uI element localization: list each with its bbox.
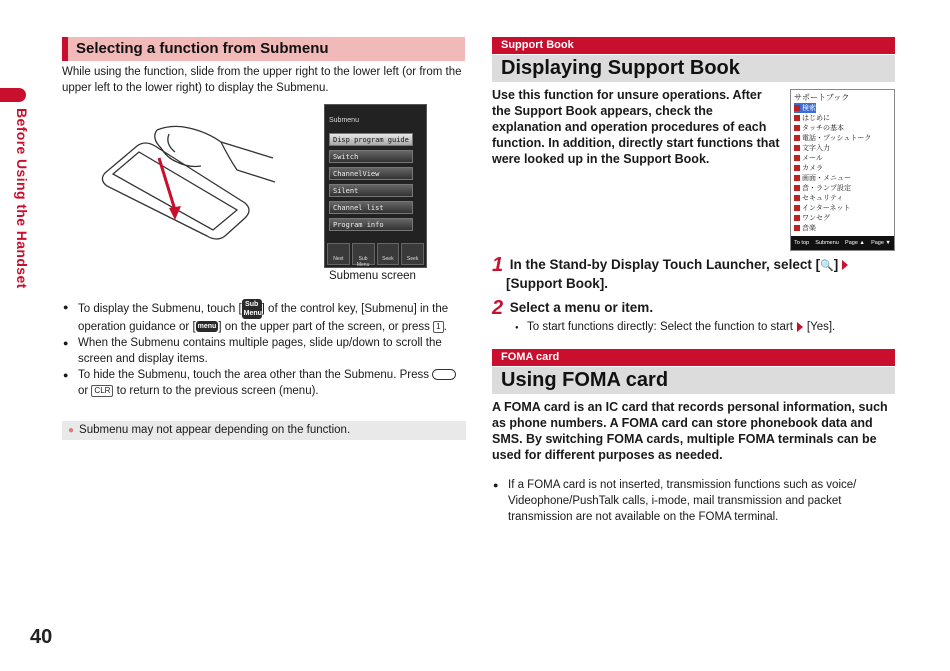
- sb-item[interactable]: 音楽: [794, 223, 816, 233]
- sb-item[interactable]: 検索: [794, 103, 816, 113]
- sb-item[interactable]: インターネット: [794, 203, 850, 213]
- step-1: 1 In the Stand-by Display Touch Launcher, select [🔍] [Support Book].: [492, 256, 892, 293]
- submenu-screenshot: [324, 104, 427, 268]
- sb-item[interactable]: メール: [794, 153, 823, 163]
- hand-swipe-illustration: [97, 118, 277, 243]
- note-box: ● Submenu may not appear depending on the function.: [62, 421, 466, 440]
- support-book-screenshot: [790, 89, 895, 251]
- sb-item[interactable]: セキュリティ: [794, 193, 843, 203]
- sb-item[interactable]: 音・ランプ設定: [794, 183, 851, 193]
- foma-body: A FOMA card is an IC card that records personal information, such as phone numbers. A FOMA card can store phonebook data and SMS. By switching FOMA cards, multiple FOMA terminals can be used for different purposes as needed.: [492, 400, 888, 462]
- sb-softkey-page-down[interactable]: Page ▼: [871, 240, 891, 246]
- support-book-screen-title: サポートブック: [794, 93, 850, 102]
- clr-key-icon: CLR: [91, 385, 113, 397]
- bullet-scroll: ● When the Submenu contains multiple pages, slide up/down to scroll the screen and display items.: [62, 335, 467, 367]
- support-book-body: Use this function for unsure operations. After the Support Book appears, check the explanation and operation procedures of each function. In addition, directly start functions that were looked up in the Support Book.: [492, 88, 780, 166]
- sb-softkey-top[interactable]: To top: [794, 240, 810, 246]
- support-book-category: Support Book: [492, 37, 895, 54]
- step-1-number: 1: [492, 254, 504, 276]
- step-2-subnote: ● To start functions directly: Select the function to start [Yes].: [513, 319, 907, 335]
- submenu-item[interactable]: Switch: [329, 150, 413, 163]
- softkey-seek-forward[interactable]: Seek: [377, 243, 400, 265]
- sb-item[interactable]: タッチの基本: [794, 123, 844, 133]
- sb-item[interactable]: 電話・プッシュトーク: [794, 133, 871, 143]
- chapter-label: Before Using the Handset: [14, 108, 30, 289]
- support-book-title: Displaying Support Book: [492, 55, 895, 82]
- page-number: 40: [30, 626, 53, 648]
- sb-item[interactable]: カメラ: [794, 163, 823, 173]
- arrow-right-icon: [797, 322, 803, 332]
- step-2-number: 2: [492, 297, 504, 319]
- softkey-next[interactable]: Next: [327, 243, 350, 265]
- submenu-heading: Selecting a function from Submenu: [62, 37, 465, 61]
- submenu-screen-title: Submenu: [329, 117, 359, 124]
- support-book-softkey-bar: [791, 236, 894, 250]
- search-icon: 🔍: [820, 260, 834, 272]
- step-2: 2 Select a menu or item.: [492, 297, 654, 319]
- sb-softkey-submenu[interactable]: Submenu: [815, 240, 839, 246]
- submenu-item[interactable]: Disp program guide: [329, 133, 413, 146]
- bullet-hide-submenu: ● To hide the Submenu, touch the area other than the Submenu. Press or CLR to return to the previous screen (menu).: [62, 367, 467, 399]
- submenu-item[interactable]: Program info: [329, 218, 413, 231]
- submenu-intro: While using the function, slide from the upper right to the lower left (or from the upper left to the lower right) to display the Submenu.: [62, 66, 462, 94]
- submenu-item[interactable]: Channel list: [329, 201, 413, 214]
- bullet-display-submenu: ● To display the Submenu, touch [ Sub Menu] of the control key, [Submenu] in the operation guidance or [ menu ] on the upper part of the screen, or press 1 .: [62, 299, 467, 335]
- sb-softkey-page-up[interactable]: Page ▲: [845, 240, 865, 246]
- sb-item[interactable]: 文字入力: [794, 143, 830, 153]
- oval-key-icon: [432, 369, 456, 380]
- screen-caption: Submenu screen: [329, 270, 416, 282]
- foma-category: FOMA card: [492, 349, 895, 366]
- arrow-right-icon: [842, 260, 848, 270]
- side-tab-marker: [0, 88, 26, 102]
- softkey-seek-back[interactable]: Seek: [401, 243, 424, 265]
- submenu-bullets: [62, 299, 467, 399]
- menu-key-icon: menu: [197, 323, 217, 331]
- sb-item[interactable]: ワンセグ: [794, 213, 830, 223]
- submenu-item[interactable]: Silent: [329, 184, 413, 197]
- foma-bullet: ● If a FOMA card is not inserted, transmission functions such as voice/ Videophone/PushTalk calls, i-mode, mail transmission and packet transmission are not available on the FOMA terminal.: [492, 477, 896, 525]
- foma-title: Using FOMA card: [492, 367, 895, 394]
- sb-item[interactable]: はじめに: [794, 113, 830, 123]
- key-1-icon: 1: [433, 321, 443, 333]
- note-dot-icon: ●: [68, 425, 75, 436]
- sb-item[interactable]: 画面・メニュー: [794, 173, 851, 183]
- submenu-key-icon: Sub Menu: [243, 301, 262, 317]
- softkey-submenu[interactable]: Sub Menu: [352, 243, 375, 265]
- submenu-item[interactable]: ChannelView: [329, 167, 413, 180]
